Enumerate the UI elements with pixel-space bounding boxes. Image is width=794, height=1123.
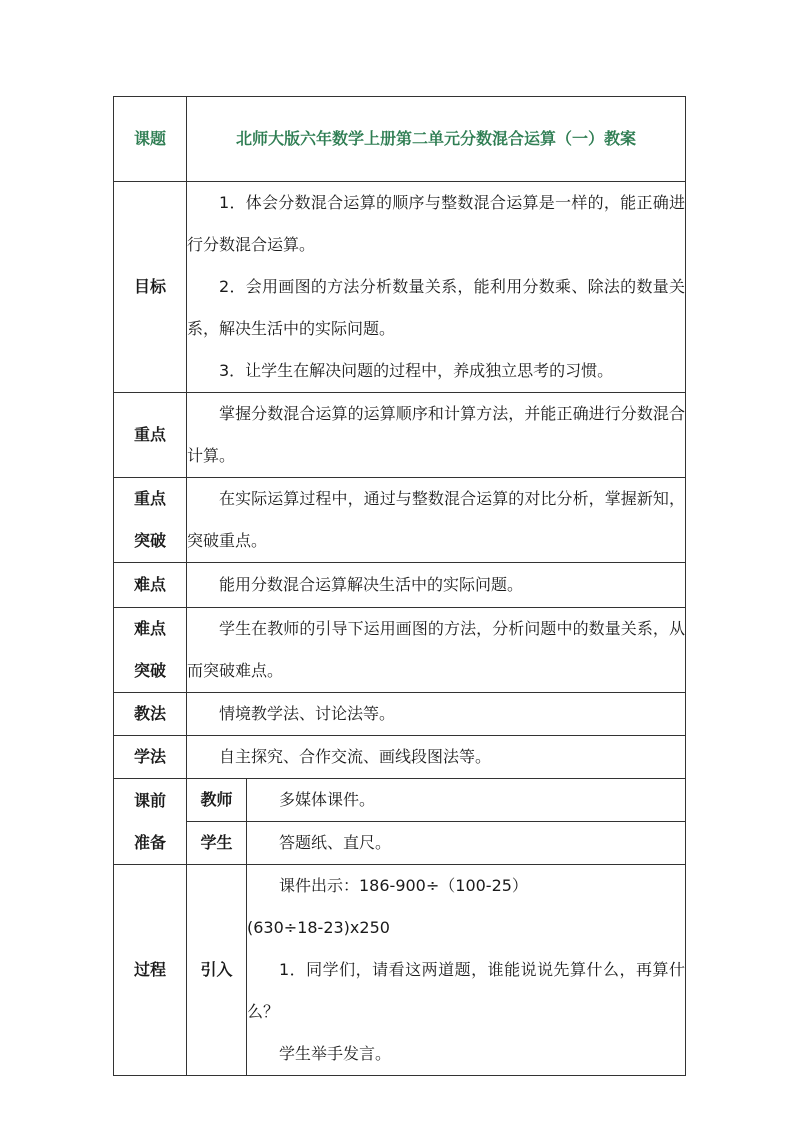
row-preparation-student: [114, 822, 686, 865]
row-objectives: [114, 182, 686, 393]
key-point-content: [187, 393, 686, 478]
objective-item: 3．让学生在解决问题的过程中，养成独立思考的习惯。: [219, 361, 614, 380]
student-prep-content: [247, 822, 686, 865]
row-key-breakthrough: [114, 478, 686, 563]
row-learning-method: [114, 736, 686, 779]
difficulty-label: 难点: [114, 563, 187, 608]
key-breakthrough-text: 在实际运算过程中，通过与整数混合运算的对比分析，掌握新知，突破重点。: [187, 489, 686, 550]
teacher-label: 教师: [187, 779, 247, 822]
key-breakthrough-label-line2: 突破: [133, 531, 166, 550]
key-point-text: 掌握分数混合运算的运算顺序和计算方法，并能正确进行分数混合计算。: [187, 404, 686, 465]
lesson-plan-table: [113, 96, 686, 1076]
row-key-point: [114, 393, 686, 478]
difficulty-breakthrough-label-line2: 突破: [133, 661, 166, 680]
row-process: [114, 865, 686, 1076]
row-difficulty-breakthrough: [114, 608, 686, 693]
teaching-method-label: 教法: [114, 693, 187, 736]
key-breakthrough-content: [187, 478, 686, 563]
difficulty-content: [187, 563, 686, 608]
process-content: [247, 865, 686, 1076]
objective-item: 1．体会分数混合运算的顺序与整数混合运算是一样的，能正确进行分数混合运算。: [187, 193, 686, 254]
process-label: 过程: [114, 865, 187, 1076]
row-teaching-method: [114, 693, 686, 736]
difficulty-breakthrough-label-line1: 难点: [133, 619, 166, 638]
process-stage-label: 引入: [187, 865, 247, 1076]
row-preparation-teacher: [114, 779, 686, 822]
row-difficulty: [114, 563, 686, 608]
difficulty-breakthrough-label: [114, 608, 187, 693]
key-breakthrough-label: [114, 478, 187, 563]
learning-method-label: 学法: [114, 736, 187, 779]
key-breakthrough-label-line1: 重点: [133, 489, 166, 508]
preparation-label-line2: 准备: [133, 832, 166, 852]
lesson-title: 北师大版六年数学上册第二单元分数混合运算（一）教案: [187, 97, 686, 182]
preparation-label: [114, 779, 187, 865]
teaching-method-content: [187, 693, 686, 736]
student-label: 学生: [187, 822, 247, 865]
difficulty-text: 能用分数混合运算解决生活中的实际问题。: [219, 575, 524, 594]
teacher-prep-text: 多媒体课件。: [279, 790, 376, 809]
teacher-prep-content: [247, 779, 686, 822]
topic-label: 课题: [114, 97, 187, 182]
key-point-label: 重点: [114, 393, 187, 478]
preparation-label-line1: 课前: [133, 790, 166, 810]
objectives-label: 目标: [114, 182, 187, 393]
objective-item: 2．会用画图的方法分析数量关系，能利用分数乘、除法的数量关系，解决生活中的实际问题。: [187, 277, 686, 338]
difficulty-breakthrough-content: [187, 608, 686, 693]
learning-method-text: 自主探究、合作交流、画线段图法等。: [219, 747, 492, 766]
process-line: 1．同学们，请看这两道题，谁能说说先算什么，再算什么？: [247, 960, 686, 1021]
row-topic: [114, 97, 686, 182]
process-line: (630÷18-23)x250: [247, 918, 390, 937]
teaching-method-text: 情境教学法、讨论法等。: [219, 704, 396, 723]
process-line: 学生举手发言。: [279, 1044, 392, 1063]
difficulty-breakthrough-text: 学生在教师的引导下运用画图的方法，分析问题中的数量关系，从而突破难点。: [187, 619, 686, 680]
student-prep-text: 答题纸、直尺。: [279, 833, 392, 852]
learning-method-content: [187, 736, 686, 779]
process-line: 课件出示：186-900÷（100-25）: [279, 876, 528, 895]
objectives-content: [187, 182, 686, 393]
